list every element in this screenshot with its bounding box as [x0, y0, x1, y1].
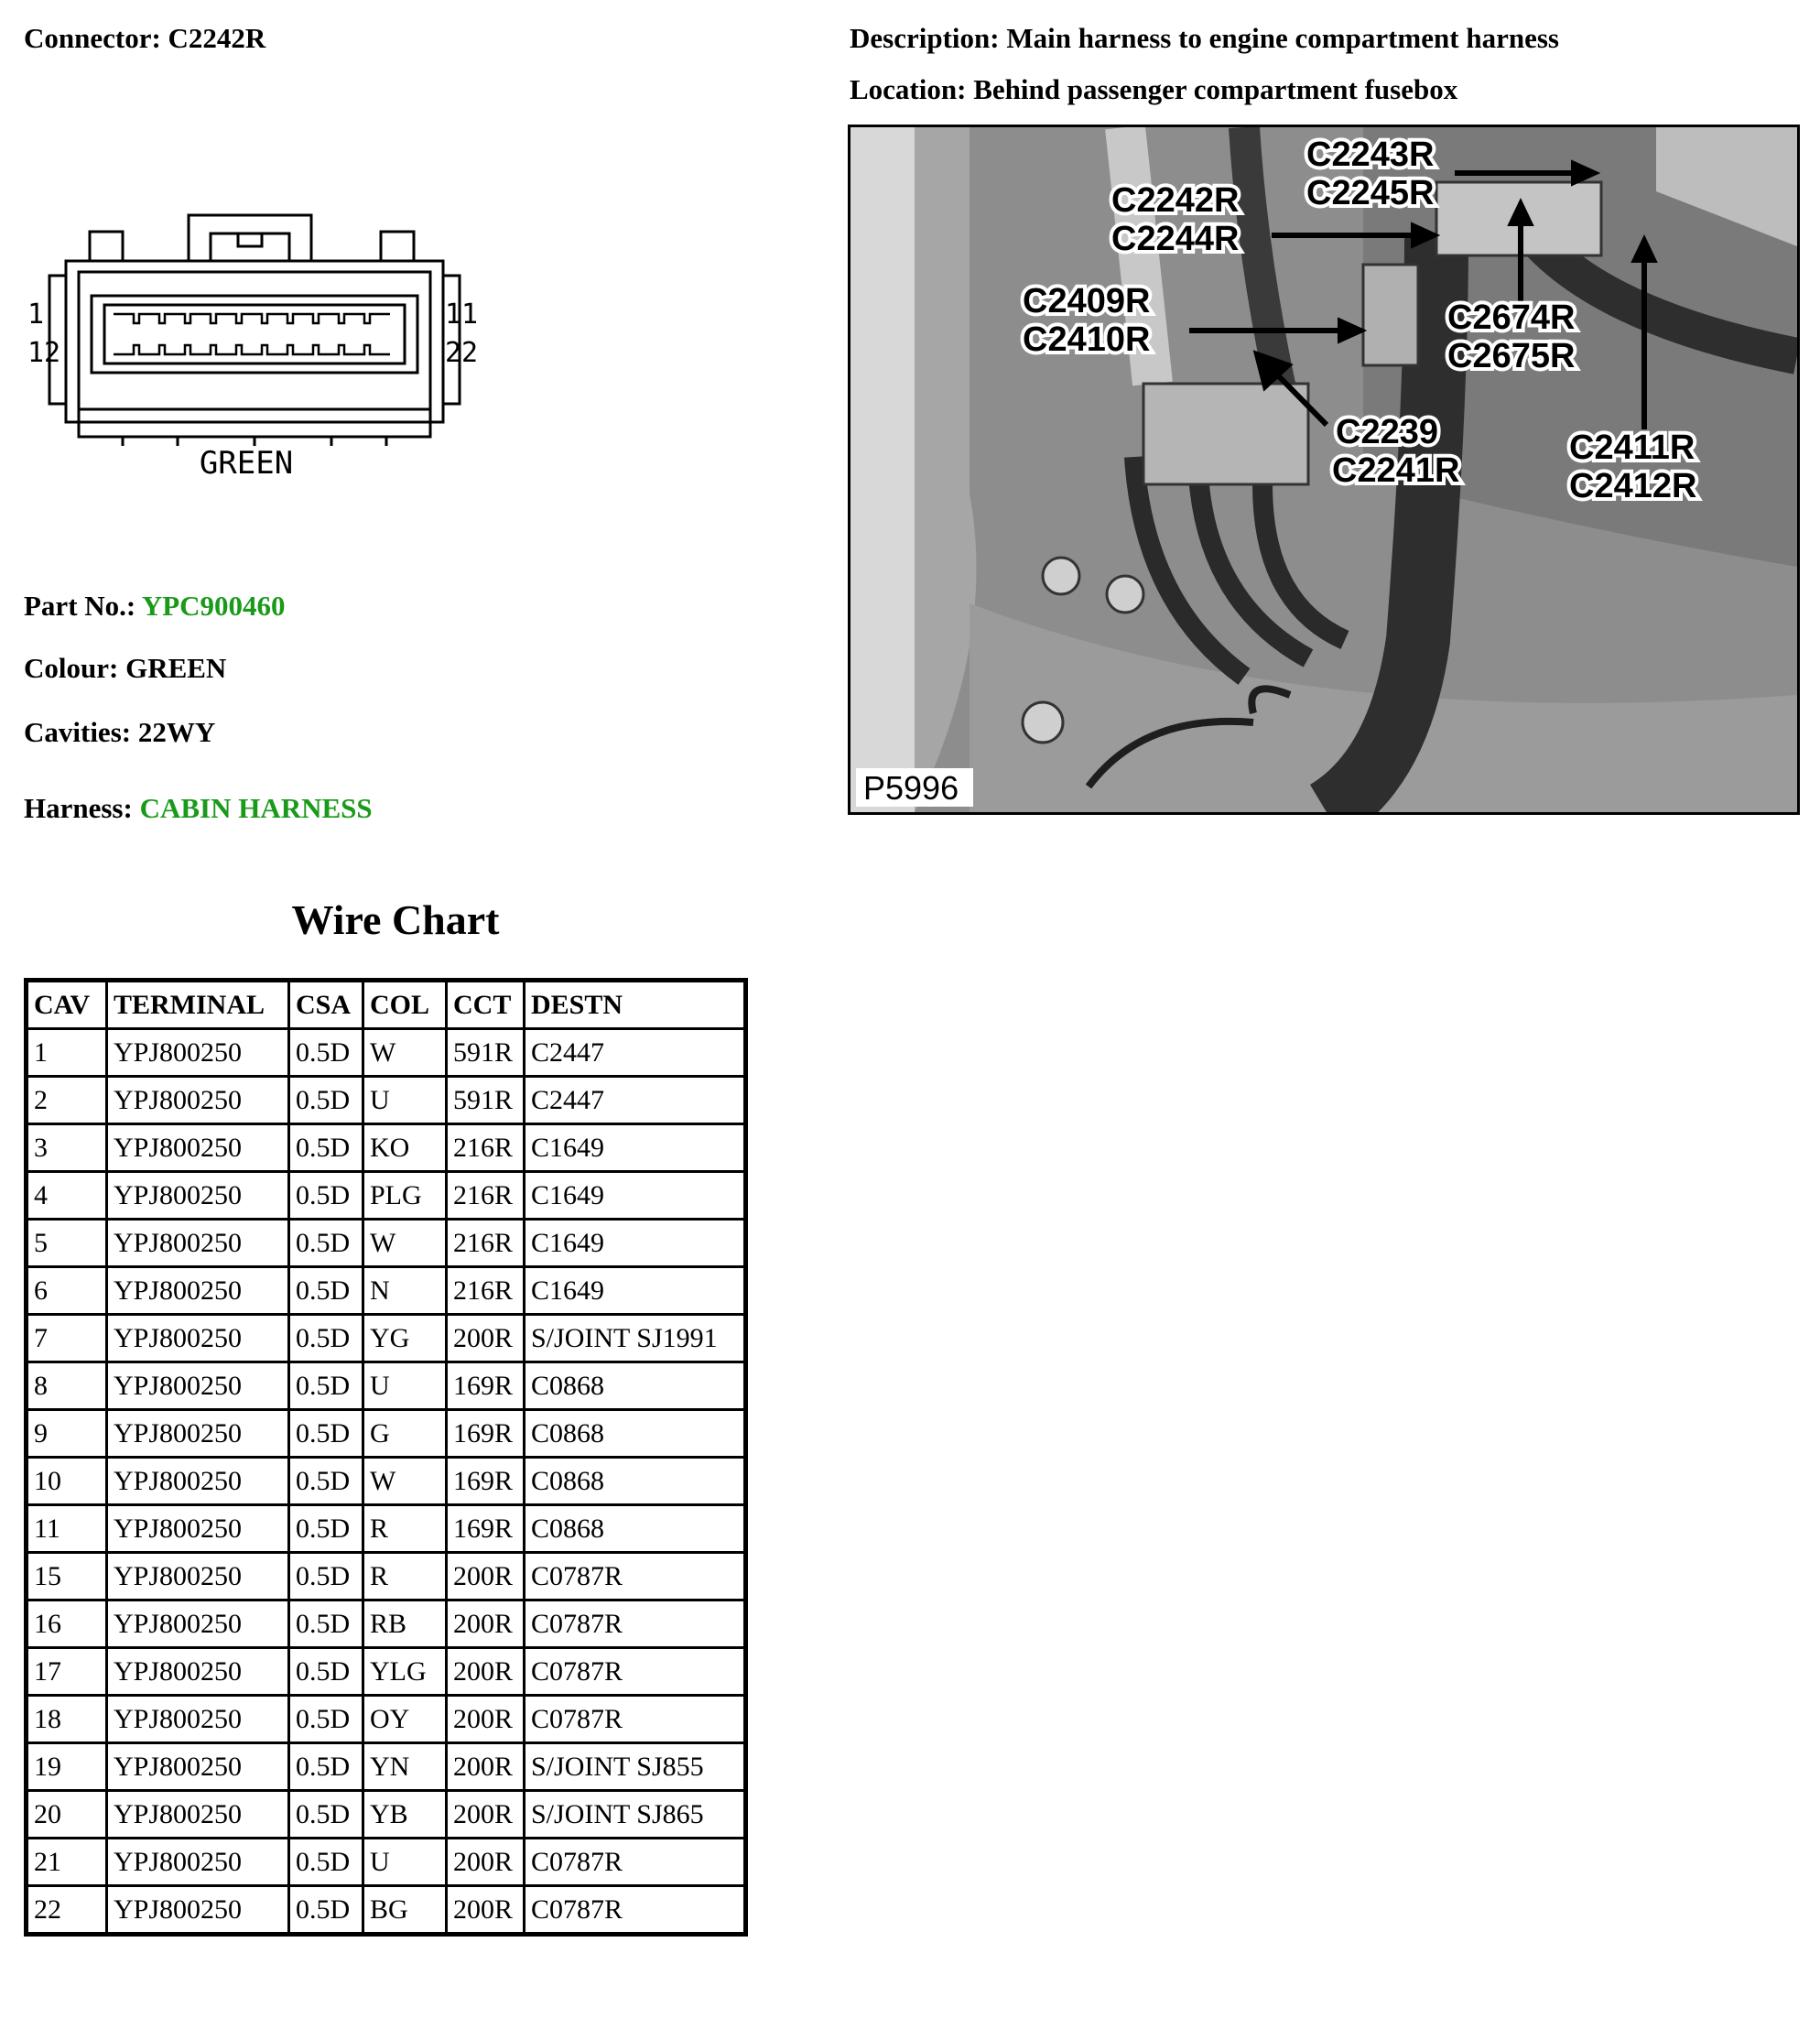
column-header-terminal: TERMINAL: [107, 981, 289, 1029]
cavity-row-top: [114, 314, 390, 323]
table-row: [27, 1029, 746, 1077]
part-number-label: [24, 590, 286, 623]
table-cell: C1649: [525, 1172, 746, 1220]
table-cell: YG: [363, 1315, 447, 1362]
table-cell: 0.5D: [289, 1362, 363, 1410]
table-cell: W: [363, 1458, 447, 1505]
table-cell: YPJ800250: [107, 1124, 289, 1172]
table-cell: S/JOINT SJ1991: [525, 1315, 746, 1362]
table-cell: C0787R: [525, 1600, 746, 1648]
table-cell: 0.5D: [289, 1029, 363, 1077]
table-cell: YPJ800250: [107, 1458, 289, 1505]
table-cell: 0.5D: [289, 1505, 363, 1553]
table-cell: YPJ800250: [107, 1839, 289, 1886]
table-row: [27, 1600, 746, 1648]
table-cell: C0787R: [525, 1553, 746, 1600]
table-cell: 0.5D: [289, 1839, 363, 1886]
table-cell: C0868: [525, 1458, 746, 1505]
photo-label-c2411r: C2411R: [1569, 429, 1695, 467]
connector-label: [24, 22, 265, 55]
table-cell: R: [363, 1553, 447, 1600]
table-row: [27, 1220, 746, 1267]
column-header-csa: CSA: [289, 981, 363, 1029]
table-cell: 0.5D: [289, 1267, 363, 1315]
harness-value: CABIN HARNESS: [139, 792, 373, 824]
table-cell: C1649: [525, 1124, 746, 1172]
location-key: Location:: [850, 73, 967, 105]
column-header-col: COL: [363, 981, 447, 1029]
table-cell: 200R: [447, 1648, 525, 1696]
photo-label-c2242r: C2242R: [1111, 181, 1240, 220]
photo-label-c2239: C2239: [1336, 413, 1438, 451]
connector-face-diagram: [22, 206, 489, 490]
table-cell: 0.5D: [289, 1600, 363, 1648]
table-cell: W: [363, 1220, 447, 1267]
table-row: [27, 1886, 746, 1935]
table-row: [27, 1743, 746, 1791]
table-row: [27, 1553, 746, 1600]
table-cell: 2: [27, 1077, 107, 1124]
table-cell: 3: [27, 1124, 107, 1172]
table-cell: YPJ800250: [107, 1600, 289, 1648]
table-cell: 1: [27, 1029, 107, 1077]
table-cell: 200R: [447, 1696, 525, 1743]
wire-chart-table: [24, 978, 748, 1937]
table-cell: N: [363, 1267, 447, 1315]
table-cell: 0.5D: [289, 1458, 363, 1505]
pin-label-1: 1: [27, 298, 45, 331]
table-cell: C1649: [525, 1220, 746, 1267]
table-cell: C0787R: [525, 1839, 746, 1886]
table-cell: U: [363, 1839, 447, 1886]
table-cell: 200R: [447, 1886, 525, 1935]
photo-label-c2410r: C2410R: [1023, 320, 1151, 359]
table-cell: C0868: [525, 1362, 746, 1410]
table-cell: 591R: [447, 1029, 525, 1077]
connector-id: C2242R: [168, 22, 266, 54]
photo-label-c2244r: C2244R: [1111, 220, 1240, 258]
photo-figure-id: P5996: [863, 769, 959, 807]
cavities-label: [24, 716, 215, 749]
description-value: Main harness to engine compartment harness: [1006, 22, 1559, 54]
table-cell: YPJ800250: [107, 1648, 289, 1696]
table-cell: 20: [27, 1791, 107, 1839]
table-cell: YPJ800250: [107, 1553, 289, 1600]
table-cell: 18: [27, 1696, 107, 1743]
table-cell: YPJ800250: [107, 1172, 289, 1220]
pin-label-12: 12: [27, 337, 61, 369]
table-cell: 19: [27, 1743, 107, 1791]
table-cell: C1649: [525, 1267, 746, 1315]
table-row: [27, 1315, 746, 1362]
table-row: [27, 1267, 746, 1315]
table-row: [27, 1172, 746, 1220]
cavities-key: Cavities:: [24, 716, 132, 748]
photo-label-c2245r: C2245R: [1306, 174, 1435, 212]
table-cell: 9: [27, 1410, 107, 1458]
table-cell: 0.5D: [289, 1077, 363, 1124]
column-header-cav: CAV: [27, 981, 107, 1029]
table-cell: 11: [27, 1505, 107, 1553]
table-cell: 200R: [447, 1791, 525, 1839]
table-cell: 0.5D: [289, 1410, 363, 1458]
table-cell: 169R: [447, 1362, 525, 1410]
table-cell: YPJ800250: [107, 1505, 289, 1553]
table-cell: 200R: [447, 1839, 525, 1886]
table-row: [27, 1505, 746, 1553]
table-cell: 7: [27, 1315, 107, 1362]
table-cell: S/JOINT SJ855: [525, 1743, 746, 1791]
column-header-destn: DESTN: [525, 981, 746, 1029]
connector-outer-body: [66, 261, 443, 422]
table-cell: C0868: [525, 1410, 746, 1458]
table-cell: C0787R: [525, 1696, 746, 1743]
table-row: [27, 1791, 746, 1839]
table-cell: C2447: [525, 1077, 746, 1124]
table-cell: 0.5D: [289, 1124, 363, 1172]
table-cell: 5: [27, 1220, 107, 1267]
table-cell: YN: [363, 1743, 447, 1791]
table-cell: 15: [27, 1553, 107, 1600]
wire-chart-body: [27, 1029, 746, 1935]
table-cell: 0.5D: [289, 1220, 363, 1267]
connector-label-key: Connector:: [24, 22, 161, 54]
table-cell: 0.5D: [289, 1886, 363, 1935]
table-cell: YPJ800250: [107, 1220, 289, 1267]
table-cell: PLG: [363, 1172, 447, 1220]
pin-label-11: 11: [445, 298, 479, 331]
table-cell: R: [363, 1505, 447, 1553]
table-cell: 16: [27, 1600, 107, 1648]
table-cell: YPJ800250: [107, 1077, 289, 1124]
table-cell: YPJ800250: [107, 1029, 289, 1077]
table-cell: S/JOINT SJ865: [525, 1791, 746, 1839]
table-row: [27, 1458, 746, 1505]
table-cell: C0868: [525, 1505, 746, 1553]
table-cell: YPJ800250: [107, 1791, 289, 1839]
table-cell: 169R: [447, 1505, 525, 1553]
table-cell: YLG: [363, 1648, 447, 1696]
cavities-value: 22WY: [137, 716, 216, 748]
table-cell: 169R: [447, 1410, 525, 1458]
table-cell: 6: [27, 1267, 107, 1315]
colour-key: Colour:: [24, 652, 119, 684]
table-cell: 216R: [447, 1267, 525, 1315]
table-row: [27, 1648, 746, 1696]
wire-chart-header-row: [27, 981, 746, 1029]
table-cell: 0.5D: [289, 1315, 363, 1362]
description-key: Description:: [850, 22, 1000, 54]
part-number-key: Part No.:: [24, 590, 136, 622]
location-label: [850, 73, 1457, 106]
pin-label-22: 22: [445, 337, 479, 369]
table-cell: YB: [363, 1791, 447, 1839]
photo-label-c2675r: C2675R: [1447, 337, 1576, 375]
photo-label-c2409r: C2409R: [1023, 282, 1151, 320]
table-cell: 0.5D: [289, 1743, 363, 1791]
table-cell: YPJ800250: [107, 1267, 289, 1315]
table-cell: YPJ800250: [107, 1886, 289, 1935]
table-cell: 0.5D: [289, 1553, 363, 1600]
table-row: [27, 1696, 746, 1743]
table-cell: 22: [27, 1886, 107, 1935]
photo-label-c2674r: C2674R: [1447, 298, 1576, 337]
table-cell: 591R: [447, 1077, 525, 1124]
photo-label-c2412r: C2412R: [1569, 467, 1697, 505]
connector-colour-text: GREEN: [199, 445, 294, 482]
table-cell: 216R: [447, 1220, 525, 1267]
table-cell: 17: [27, 1648, 107, 1696]
cavity-row-bottom: [114, 345, 390, 354]
table-cell: 10: [27, 1458, 107, 1505]
colour-label: [24, 652, 226, 685]
harness-key: Harness:: [24, 792, 133, 824]
description-label: [850, 22, 1559, 55]
location-value: Behind passenger compartment fusebox: [973, 73, 1458, 105]
table-cell: C0787R: [525, 1648, 746, 1696]
table-cell: RB: [363, 1600, 447, 1648]
table-cell: C0787R: [525, 1886, 746, 1935]
table-cell: YPJ800250: [107, 1696, 289, 1743]
table-cell: 200R: [447, 1315, 525, 1362]
table-cell: 200R: [447, 1553, 525, 1600]
table-cell: 21: [27, 1839, 107, 1886]
table-cell: YPJ800250: [107, 1362, 289, 1410]
harness-label: [24, 792, 373, 825]
table-cell: 169R: [447, 1458, 525, 1505]
table-cell: YPJ800250: [107, 1743, 289, 1791]
table-cell: 200R: [447, 1600, 525, 1648]
table-cell: 0.5D: [289, 1696, 363, 1743]
table-cell: 216R: [447, 1124, 525, 1172]
table-cell: 200R: [447, 1743, 525, 1791]
table-cell: G: [363, 1410, 447, 1458]
table-cell: YPJ800250: [107, 1315, 289, 1362]
table-cell: YPJ800250: [107, 1410, 289, 1458]
table-cell: 8: [27, 1362, 107, 1410]
table-cell: 0.5D: [289, 1648, 363, 1696]
table-cell: C2447: [525, 1029, 746, 1077]
table-row: [27, 1410, 746, 1458]
table-cell: U: [363, 1362, 447, 1410]
table-cell: 216R: [447, 1172, 525, 1220]
table-cell: OY: [363, 1696, 447, 1743]
table-row: [27, 1077, 746, 1124]
table-row: [27, 1839, 746, 1886]
table-cell: 0.5D: [289, 1172, 363, 1220]
table-cell: 4: [27, 1172, 107, 1220]
table-cell: KO: [363, 1124, 447, 1172]
photo-label-c2243r: C2243R: [1306, 136, 1435, 174]
part-number-value: YPC900460: [141, 590, 286, 622]
colour-value: GREEN: [125, 652, 227, 684]
column-header-cct: CCT: [447, 981, 525, 1029]
table-cell: 0.5D: [289, 1791, 363, 1839]
table-cell: U: [363, 1077, 447, 1124]
photo-label-c2241r: C2241R: [1332, 451, 1460, 490]
location-photo: [848, 125, 1800, 815]
table-cell: W: [363, 1029, 447, 1077]
table-row: [27, 1362, 746, 1410]
wire-chart-title: Wire Chart: [291, 896, 500, 943]
location-photo-art: [850, 127, 1797, 812]
table-row: [27, 1124, 746, 1172]
table-cell: BG: [363, 1886, 447, 1935]
